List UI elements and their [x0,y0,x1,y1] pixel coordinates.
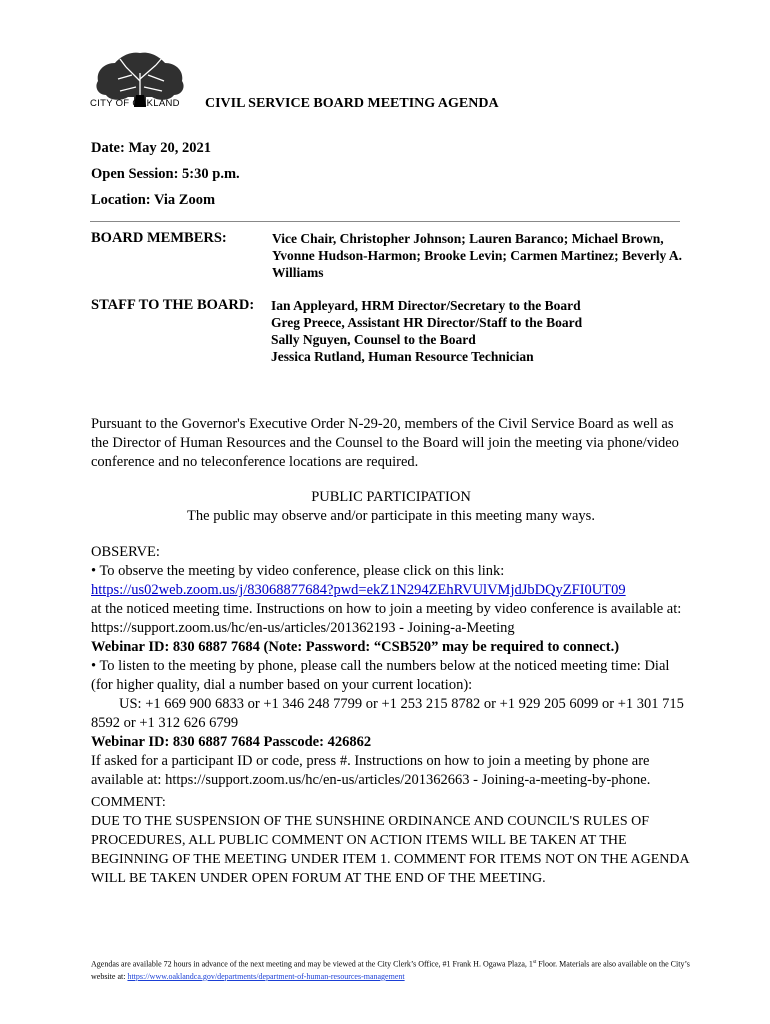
public-participation-subheading: The public may observe and/or participate in this meeting many ways. [187,508,595,524]
hr-department-link[interactable]: https://www.oaklandca.gov/departments/department-of-human-resources-management [127,971,405,981]
phone-instructions: If asked for a participant ID or code, press #. Instructions on how to join a meeting by phone are available at: https://support.zoom.us/hc/en-us/articles/201362663 - Joining-a-meeting-by-phone. [91,753,651,788]
public-participation-heading: PUBLIC PARTICIPATION [311,489,471,505]
staff-line: Ian Appleyard, HRM Director/Secretary to the Board [271,298,581,313]
webinar-id-password: Webinar ID: 830 6887 7684 (Note: Password: “CSB520” may be required to connect.) [91,639,620,655]
observe-heading: OBSERVE: [91,544,160,560]
phone-numbers: US: +1 669 900 6833 or +1 346 248 7799 or +1 253 215 8782 or +1 929 205 6099 or +1 301 715 8592 or +1 312 626 6799 [91,696,684,731]
staff-line: Greg Preece, Assistant HR Director/Staff to the Board [271,315,583,330]
phone-bullet: • To listen to the meeting by phone, please call the numbers below at the noticed meeting time: Dial (for higher quality, dial a number based on your current location): [91,658,670,693]
observe-section [91,543,691,790]
divider [90,221,680,222]
webinar-id-passcode: Webinar ID: 830 6887 7684 Passcode: 426862 [91,734,372,750]
page-title: CIVIL SERVICE BOARD MEETING AGENDA [205,96,499,111]
staff-line: Jessica Rutland, Human Resource Technician [271,349,534,364]
comment-body: DUE TO THE SUSPENSION OF THE SUNSHINE ORDINANCE AND COUNCIL'S RULES OF PROCEDURES, ALL PUBLIC COMMENT ON ACTION ITEMS WILL BE TAKEN AT THE BEGINNING OF THE MEETING UNDER ITEM 1. COMMENT FOR ITEMS NOT ON THE AGENDA WILL BE TAKEN UNDER OPEN FORUM AT THE END OF THE MEETING. [91,814,689,886]
video-bullet: • To observe the meeting by video conference, please click on this link: [91,563,505,579]
staff-label: STAFF TO THE BOARD: [91,297,255,313]
staff-list [271,297,582,365]
staff-line: Sally Nguyen, Counsel to the Board [271,332,476,347]
intro-paragraph: Pursuant to the Governor's Executive Order N-29-20, members of the Civil Service Board as well as the Director of Human Resources and the Counsel to the Board will join the meeting via phone/video conference and no teleconference locations are required. [91,416,679,470]
footer-note [91,957,691,983]
meeting-location: Location: Via Zoom [91,192,216,208]
footer-sup: st [532,960,537,965]
board-members-label: BOARD MEMBERS: [91,230,227,246]
meeting-session: Open Session: 5:30 p.m. [91,166,240,182]
meeting-date: Date: May 20, 2021 [91,140,212,156]
comment-section [91,793,691,888]
footer-text-cont: Floor. Materials are also available on the City’s website at: [91,959,690,981]
video-instructions: at the noticed meeting time. Instructions on how to join a meeting by video conference is available at: https://support.zoom.us/hc/en-us/articles/201362193 - Joining-a-Meeting [91,601,682,636]
logo-caption: CITY OF OAKLAND [90,98,180,109]
board-members-list: Vice Chair, Christopher Johnson; Lauren Baranco; Michael Brown, Yvonne Hudson-Harmon; Brooke Levin; Carmen Martinez; Beverly A. Williams [272,231,682,280]
zoom-meeting-link[interactable]: https://us02web.zoom.us/j/83068877684?pwd=ekZ1N294ZEhRVUlVMjdJbDQyZFI0UT09 [91,582,626,598]
comment-heading: COMMENT: [91,795,166,810]
footer-text: Agendas are available 72 hours in advance of the next meeting and may be viewed at the City Clerk’s Office, #1 Frank H. Ogawa Plaza, 1 [91,959,533,969]
